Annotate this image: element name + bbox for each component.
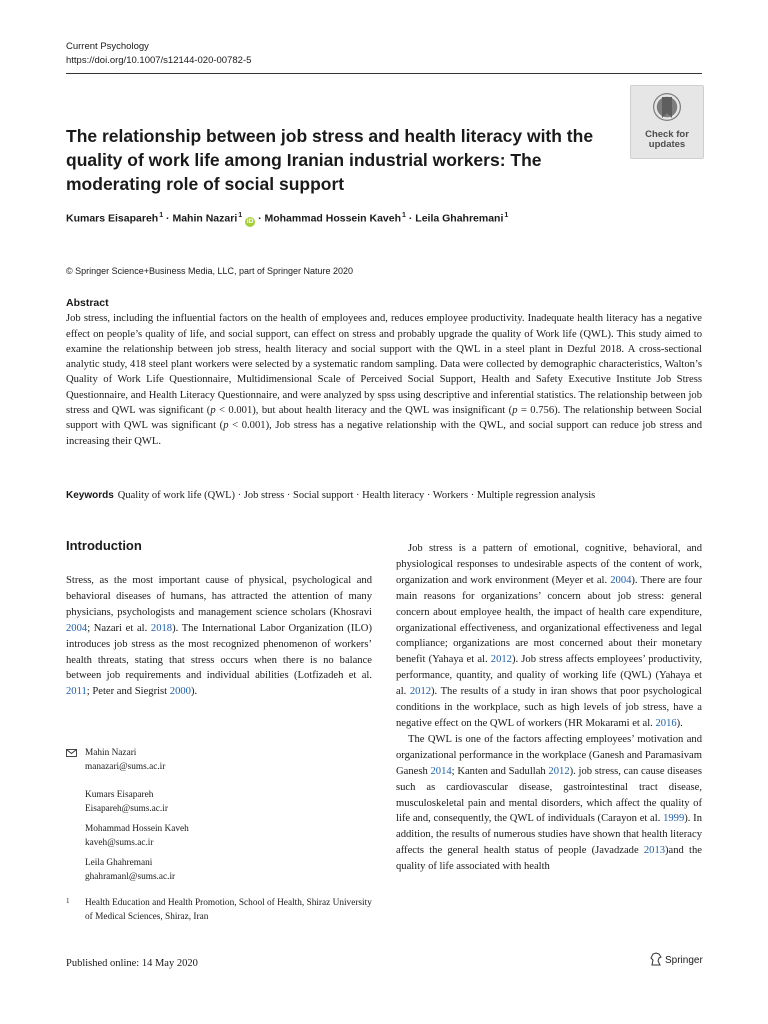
citation-link[interactable]: 2011: [66, 686, 87, 698]
check-for-updates-badge[interactable]: [630, 85, 704, 159]
header-rule: [66, 73, 702, 74]
footnote-number: 1: [66, 897, 70, 905]
keywords-line: [66, 490, 595, 501]
contact-name: Leila Ghahremani: [85, 858, 153, 868]
orcid-icon[interactable]: iD: [246, 217, 254, 225]
author-separator: ·: [258, 212, 262, 225]
keywords-text: Quality of work life (QWL) · Job stress · Social support · Health literacy · Workers · Multiple regression analysis: [117, 490, 596, 501]
citation-link[interactable]: 2000: [169, 686, 191, 698]
author-list: [66, 212, 508, 227]
affiliation-text: Health Education and Health Promotion, School of Health, Shiraz University of Medical Sciences, Shiraz, Iran: [85, 898, 372, 922]
citation-link[interactable]: 2012: [490, 654, 512, 666]
author-name[interactable]: Kumars Eisapareh: [66, 212, 159, 225]
affiliation-mark: 1: [504, 212, 509, 219]
author-name[interactable]: Mohammad Hossein Kaveh: [264, 212, 402, 225]
intro-left-column: [66, 573, 372, 700]
citation-link[interactable]: 2004: [66, 622, 88, 634]
copyright-text: Springer Science+Business Media, LLC, part of Springer Nature 2020: [75, 266, 354, 276]
abstract-heading: Abstract: [66, 297, 109, 309]
springer-horse-icon: [650, 952, 662, 966]
affiliation-mark: 1: [402, 212, 406, 219]
citation-link[interactable]: 1999: [663, 813, 685, 825]
journal-name: Current Psychology: [66, 41, 149, 52]
publisher-name: Springer: [665, 955, 703, 966]
citation-link[interactable]: 2004: [610, 574, 632, 586]
journal-header: [66, 40, 251, 68]
abstract-body: Job stress, including the influential factors on the health of employees and, reduces employee productivity. Inadequate health literacy has a negative effect on people’s quality of life, and social support, can effect on stress and probably upgrade the quality of Work life (QWL). This study aimed to examine the relationship between job stress, health literacy and social support with the QWL in a steel plant in Dezful 2018. A cross-sectional analytic study, 418 steel plant workers were selected by a systematic random sampling. Data were collected by demographic characteristics, Walton’s Quality of Work Life Questionnaire, Multidimensional Scale of Perceived Social Support, Health and Safety Executive Institute Job Stress Questionnaire, and Health Literacy Questionnaire, and were analyzed by spss using descriptive and inferential statistics. The relationship between job stress and QWL was significant (p < 0.001), but about health literacy and the QWL was insignificant (p = 0.756). The relationship between Social support with QWL was significant (p < 0.001), Job stress has a negative relationship with the QWL, and social support can reduce job stress and increasing their QWL.: [66, 313, 703, 447]
citation-link[interactable]: 2018: [150, 622, 173, 634]
author-name[interactable]: Mahin Nazari: [172, 212, 238, 225]
contact-email[interactable]: Eisapareh@sums.ac.ir: [85, 803, 168, 814]
published-date: Published online: 14 May 2020: [66, 958, 198, 969]
paragraph: Stress, as the most important cause of physical, psychological and behavioral diseases of humans, has attracted the attention of many physicians, psychologists and management science scholars (Khosravi 2004; Nazari et al. 2018). The International Labor Organization (ILO) introduces job stress as the most recognized phenomenon of workers’ health threats, stating that stress occurs when there is no balance between job requirements and individual abilities (Lotfizadeh et al. 2011; Peter and Siegrist 2000).: [66, 575, 372, 698]
section-heading-introduction: Introduction: [66, 538, 142, 553]
contact-name: Kumars Eisapareh: [85, 790, 154, 800]
citation-link[interactable]: 2014: [430, 765, 452, 777]
paragraph: Job stress is a pattern of emotional, cognitive, behavioral, and physiological responses to undesirable aspects of the content of work, organization and work environment (Meyer et al. 2004). There are four main reasons for organizations’ concern about job stress: general concern about employee health, the impact of health care expenditure, organizational effectiveness, and organizational effectiveness and legal compliance; organizations are most concerned about their monetary benefit (Yahaya et al. 2012). Job stress affects employees’ productivity, performance, quantity, and quality of working life (QWL) (Yahaya et al. 2012). The results of a study in iran shows that poor psychological conditions in the workplace, such as high levels of job stress, have a negative effect on the QWL of workers (HR Mokarami et al. 2016).: [396, 543, 702, 729]
paragraph: The QWL is one of the factors affecting employees’ motivation and organizational performance in the workplace (Ganesh and Paramasivam Ganesh 2014; Kanten and Sadullah 2012). job stress, can cause diseases such as cardiovascular disease, gastrointestinal tract disease, musculoskeletal pain and mental disorders, which affect the quality of life and, consequently, the QWL of individuals (Carayon et al. 1999). In addition, the results of numerous studies have shown that health literacy affects the general health status of people (Javadzade 2013)and the quality of life associated with health: [396, 733, 702, 873]
badge-label: Check for updates: [645, 129, 689, 150]
contact-email[interactable]: manazari@sums.ac.ir: [85, 761, 166, 772]
contact-name: Mahin Nazari: [85, 748, 137, 758]
contact-name: Mohammad Hossein Kaveh: [85, 824, 189, 834]
author-separator: ·: [166, 212, 170, 225]
envelope-icon: [66, 749, 77, 757]
contact-email[interactable]: kaveh@sums.ac.ir: [85, 837, 154, 848]
citation-link[interactable]: 2013: [643, 845, 666, 857]
citation-link[interactable]: 2016: [655, 717, 677, 729]
copyright-icon: ©: [66, 266, 73, 276]
copyright-line: [66, 266, 353, 276]
citation-link[interactable]: 2012: [548, 765, 570, 777]
citation-link[interactable]: 2012: [409, 686, 432, 698]
contact-email[interactable]: ghahramanl@sums.ac.ir: [85, 871, 176, 882]
affiliation-mark: 1: [238, 212, 243, 219]
keywords-heading: Keywords: [66, 490, 114, 501]
publisher-logo: [650, 952, 703, 966]
author-name[interactable]: Leila Ghahremani: [415, 212, 504, 225]
intro-right-column: [396, 541, 702, 875]
doi-link[interactable]: https://doi.org/10.1007/s12144-020-00782-5: [66, 55, 252, 66]
paper-title: The relationship between job stress and health literacy with the quality of work life among Iranian industrial workers: The moderating role of social support: [66, 126, 594, 194]
affiliation-mark: 1: [159, 212, 164, 219]
author-separator: ·: [408, 212, 413, 225]
abstract-section: [66, 296, 702, 449]
bookmark-icon: [651, 91, 683, 129]
